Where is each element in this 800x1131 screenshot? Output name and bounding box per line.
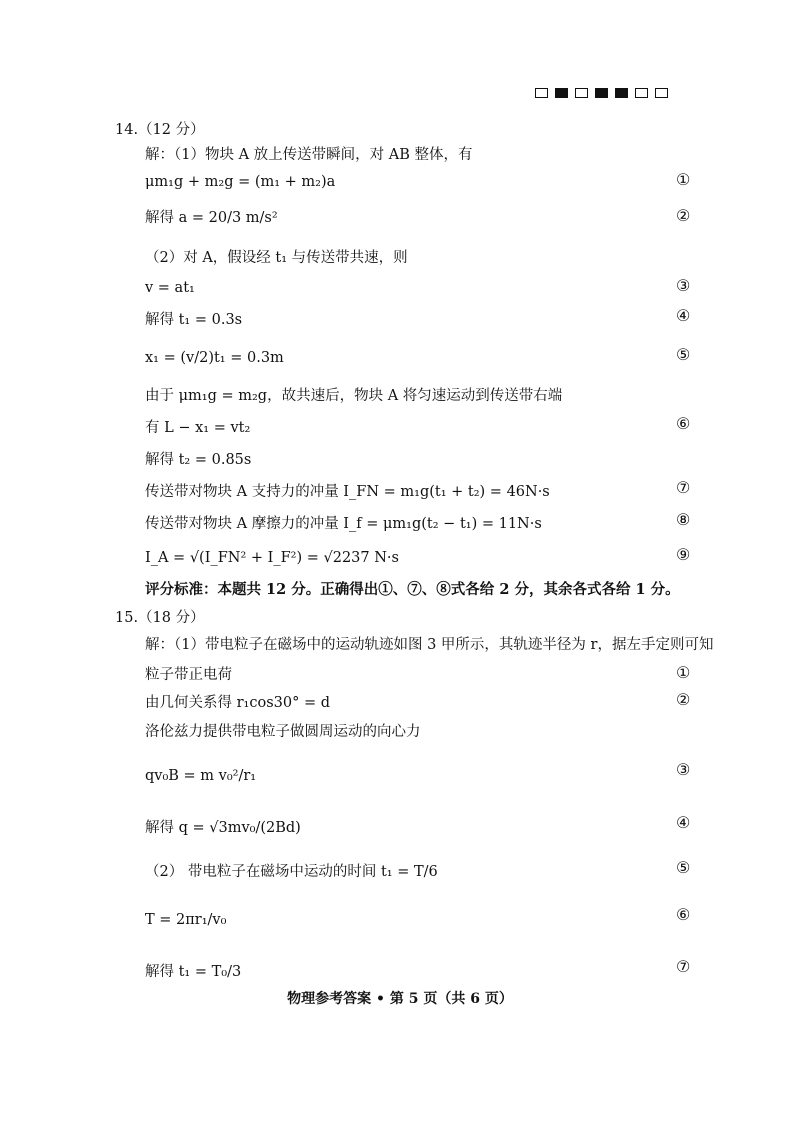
equation-line: I_A = √(I_FN² + I_F²) = √2237 N·s: [145, 550, 399, 566]
equation-line: （2） 带电粒子在磁场中运动的时间 t₁ = T/6: [145, 864, 438, 880]
solution-line: 解：（1）带电粒子在磁场中的运动轨迹如图 3 甲所示，其轨迹半径为 r，据左手定则可知: [145, 637, 714, 653]
equation-number: ⑦: [676, 957, 691, 976]
equation-number: ⑨: [676, 545, 691, 564]
equation-line: 解得 q = √3mv₀/(2Bd): [145, 820, 301, 836]
equation-line: 传送带对物块 A 摩擦力的冲量 I_f = μm₁g(t₂ − t₁) = 11N·s: [145, 516, 542, 532]
header-mark: [655, 88, 668, 98]
equation-number: ④: [676, 306, 691, 325]
header-mark: [555, 88, 568, 98]
scoring-criteria: 评分标准：本题共 12 分。正确得出①、⑦、⑧式各给 2 分，其余各式各给 1 分。: [145, 581, 680, 598]
equation-line: qv₀B = m v₀²/r₁: [145, 768, 257, 784]
equation-number: ⑤: [676, 345, 691, 364]
equation-line: 传送带对物块 A 支持力的冲量 I_FN = m₁g(t₁ + t₂) = 46N·s: [145, 484, 550, 500]
equation-line: v = at₁: [145, 280, 195, 296]
equation-number: ③: [676, 276, 691, 295]
equation-line: 解得 t₁ = 0.3s: [145, 312, 243, 328]
equation-number: ①: [676, 663, 691, 682]
equation-number: ⑥: [676, 414, 691, 433]
equation-line: x₁ = (v/2)t₁ = 0.3m: [145, 350, 284, 366]
solution-line: 洛伦兹力提供带电粒子做圆周运动的向心力: [145, 724, 421, 740]
equation-number: ②: [676, 690, 691, 709]
equation-number: ⑧: [676, 510, 691, 529]
solution-line: 粒子带正电荷: [145, 667, 232, 683]
header-marks: [535, 88, 668, 98]
equation-number: ⑥: [676, 905, 691, 924]
header-mark: [635, 88, 648, 98]
equation-number: ⑤: [676, 858, 691, 877]
header-mark: [535, 88, 548, 98]
solution-line: 解：（1）物块 A 放上传送带瞬间，对 AB 整体，有: [145, 147, 473, 163]
equation-number: ⑦: [676, 478, 691, 497]
equation-line: T = 2πr₁/v₀: [145, 912, 227, 928]
equation-line: 解得 t₁ = T₀/3: [145, 964, 242, 980]
solution-line: 由于 μm₁g = m₂g，故共速后，物块 A 将匀速运动到传送带右端: [145, 388, 563, 404]
question-14-heading: 14.（12 分）: [115, 122, 205, 138]
solution-line: （2）对 A，假设经 t₁ 与传送带共速，则: [145, 250, 408, 266]
equation-line: μm₁g + m₂g = (m₁ + m₂)a: [145, 174, 336, 190]
equation-number: ③: [676, 760, 691, 779]
header-mark: [575, 88, 588, 98]
equation-number: ②: [676, 206, 691, 225]
equation-line: 解得 t₂ = 0.85s: [145, 452, 252, 468]
header-mark: [615, 88, 628, 98]
equation-number: ①: [676, 170, 691, 189]
header-mark: [595, 88, 608, 98]
question-15-heading: 15.（18 分）: [115, 610, 205, 626]
page-footer: 物理参考答案 • 第 5 页（共 6 页）: [287, 991, 513, 1007]
equation-line: 解得 a = 20/3 m/s²: [145, 210, 278, 226]
equation-line: 由几何关系得 r₁cos30° = d: [145, 695, 330, 711]
equation-number: ④: [676, 813, 691, 832]
equation-line: 有 L − x₁ = vt₂: [145, 420, 251, 436]
